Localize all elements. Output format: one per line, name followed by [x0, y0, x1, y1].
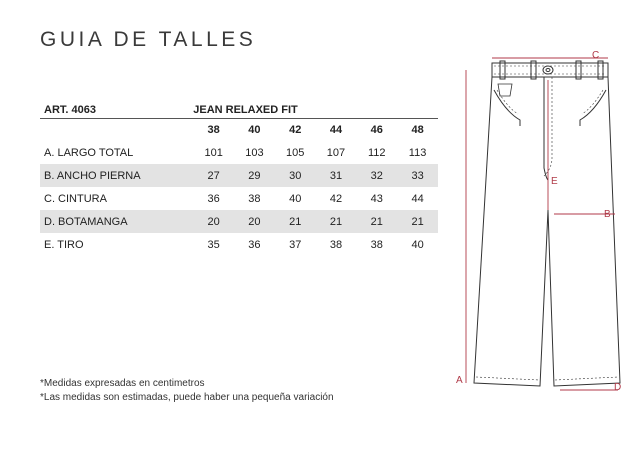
row-label: B. ANCHO PIERNA: [40, 164, 193, 187]
belt-loop: [500, 61, 505, 79]
jeans-diagram: [440, 50, 636, 400]
letter-d: D: [614, 382, 622, 393]
size-header: 46: [370, 124, 383, 136]
cell-value: 43: [370, 192, 383, 205]
cell-value: 21: [397, 210, 438, 233]
size-header: 42: [289, 124, 302, 136]
cell-value: 21: [316, 210, 357, 233]
cell-value: 29: [234, 164, 275, 187]
cell-value: 107: [326, 146, 346, 159]
page-title: GUIA DE TALLES: [40, 28, 257, 51]
cell-value: 103: [245, 146, 264, 159]
size-header: 40: [248, 124, 261, 136]
model-label: JEAN RELAXED FIT: [193, 101, 438, 119]
letter-e: E: [551, 176, 558, 187]
cell-value: 32: [356, 164, 397, 187]
cell-value: 20: [234, 210, 275, 233]
cell-value: 40: [289, 192, 302, 205]
table-row: [40, 187, 438, 210]
pocket-stitch: [497, 90, 518, 114]
pocket-stitch: [582, 90, 603, 114]
cell-value: 113: [408, 146, 427, 159]
note-units: *Medidas expresadas en centimetros: [40, 378, 205, 389]
cell-value: 38: [329, 238, 343, 251]
jeans-body: [474, 77, 620, 386]
article-label: ART. 4063: [40, 101, 193, 119]
row-label: A. LARGO TOTAL: [44, 146, 134, 159]
belt-loop: [531, 61, 536, 79]
measure-letters: [456, 50, 621, 393]
table-row: [40, 141, 438, 164]
size-header: 38: [207, 124, 220, 136]
letter-c: C: [592, 50, 600, 61]
sizes-row: [40, 119, 438, 142]
cell-value: 36: [248, 238, 261, 251]
cell-value: 42: [329, 192, 343, 205]
letter-a: A: [456, 375, 463, 386]
belt-loop: [598, 61, 603, 79]
sizes-row-spacer: [40, 119, 193, 142]
cell-value: 37: [289, 238, 302, 251]
cell-value: 30: [275, 164, 316, 187]
belt-loop: [576, 61, 581, 79]
notes: [40, 377, 334, 405]
cell-value: 33: [397, 164, 438, 187]
button-icon: [543, 66, 553, 74]
size-table: [40, 101, 438, 256]
cell-value: 36: [207, 192, 220, 205]
size-header: 48: [411, 124, 424, 136]
left-pocket: [494, 90, 520, 126]
coin-pocket: [498, 84, 512, 96]
table-row: [40, 233, 438, 256]
cell-value: 20: [193, 210, 234, 233]
row-label: C. CINTURA: [44, 192, 107, 205]
cell-value: 101: [204, 146, 223, 159]
fly-seam: [544, 77, 548, 180]
table-row: [40, 164, 438, 187]
cell-value: 21: [275, 210, 316, 233]
letter-b: B: [604, 209, 611, 220]
cell-value: 112: [367, 146, 386, 159]
note-variation: *Las medidas son estimadas, puede haber una pequeña variación: [40, 392, 334, 403]
cell-value: 21: [356, 210, 397, 233]
button-center: [546, 69, 550, 72]
right-pocket: [580, 90, 606, 126]
size-header: 44: [329, 124, 343, 136]
table-header-row: [40, 101, 438, 119]
cell-value: 105: [286, 146, 305, 159]
jeans-outline: [474, 61, 620, 386]
cell-value: 38: [370, 238, 383, 251]
row-label: E. TIRO: [44, 238, 84, 251]
cell-value: 40: [411, 238, 424, 251]
cell-value: 31: [316, 164, 357, 187]
cell-value: 44: [411, 192, 424, 205]
hem-stitch: [476, 377, 539, 380]
cell-value: 27: [193, 164, 234, 187]
cell-value: 38: [248, 192, 261, 205]
hem-stitch: [555, 377, 618, 380]
cell-value: 35: [207, 238, 220, 251]
table-row: [40, 210, 438, 233]
row-label: D. BOTAMANGA: [40, 210, 193, 233]
